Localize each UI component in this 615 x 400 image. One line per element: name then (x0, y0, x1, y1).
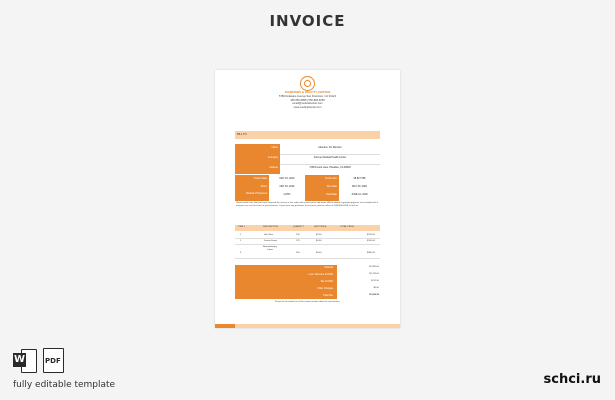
due-date-label: Due Date (326, 185, 337, 188)
invoice-note: Please make sure that you have received the invoice in the order with correct price and terms. All the details regarding payment are included with it and you can use the terms in your business. If you have any questions or concerns, please call us at (555)456-6548 or mail us. (236, 202, 379, 207)
address-line: 5789 Delaware Avenue San Francisco, CA 94124 (279, 95, 336, 98)
due-date-value: MAY 30, 2020 (352, 185, 367, 188)
paid-date-label: Paid Date (326, 193, 337, 196)
divider (280, 154, 380, 155)
word-file-icon (13, 348, 35, 372)
col-item: ITEM # (238, 226, 246, 228)
bill-company-label: Company (267, 156, 278, 159)
row-total: $750.00 (367, 234, 375, 236)
row-desc: Hair Wax (264, 234, 273, 236)
divider (235, 244, 380, 245)
row-qty: 150 (296, 234, 300, 236)
payment-method-label: Method of Payment (246, 192, 267, 195)
row-total: $700.00 (367, 240, 375, 242)
subtotal-label: Subtotal (324, 266, 333, 269)
footer-note: Please do not hesitate to call the contact number above for any concerns. (274, 301, 341, 303)
discount-label: Less: Discount 10.00% (308, 273, 333, 276)
company-name: DIAMONDS & BEAUTY CENTER (284, 90, 331, 94)
row-desc: Aromatherapy Lotion (263, 246, 277, 251)
invoice-date-value: MAY 15, 2020 (279, 177, 295, 180)
bill-name-value: Attention: FC Member (318, 146, 342, 149)
other-charges-label: Other Charges (317, 287, 333, 290)
email-line: email@medicalcenter.com (292, 102, 323, 105)
divider (235, 258, 380, 259)
word-letter: W (13, 354, 26, 365)
tax-label: Tax 10.00% (320, 280, 333, 283)
discount-value: $2,115.00 (369, 273, 379, 275)
subtotal-value: $2,350.00 (369, 266, 379, 268)
col-total-price: TOTAL PRICE (340, 226, 355, 228)
total-due-value: $2,326.50 (369, 294, 379, 296)
invoice-sheet (215, 70, 400, 328)
row-unit: $4.00 (316, 240, 322, 242)
brand-watermark: schci.ru (543, 372, 601, 387)
footer-bar (215, 324, 400, 328)
bill-name-label: Name (271, 146, 278, 149)
bill-address-label: Address (269, 166, 278, 169)
divider (280, 164, 380, 165)
col-quantity: QUANTITY (293, 226, 305, 228)
paid-date-value: JUNE 10, 2020 (351, 193, 368, 196)
invoice-no-label: Invoice No. (325, 177, 337, 180)
row-item: 1 (240, 234, 242, 236)
company-logo-icon (300, 76, 315, 91)
payment-method-value: CASH (283, 193, 291, 196)
tax-value: $211.50 (371, 280, 379, 282)
row-desc: Derma Drops (264, 240, 278, 242)
col-unit-price: UNIT PRICE (314, 226, 327, 228)
total-due-label: Total Due (322, 294, 333, 297)
bill-company-value: Forever Medical Health Center (313, 156, 347, 159)
row-qty: 175 (296, 240, 300, 242)
pdf-file-icon (43, 348, 64, 373)
invoice-date-label: Invoice Date (253, 177, 267, 180)
row-qty: 150 (296, 252, 300, 254)
terms-value: NET 30, 2020 (279, 185, 295, 188)
row-item: 2 (240, 240, 242, 242)
bill-to-header (235, 131, 380, 139)
row-item: 3 (240, 252, 242, 254)
bill-address-value: 1789 Forest Lane, Paradise, CA 90929 (309, 166, 351, 169)
editable-caption: fully editable template (13, 380, 116, 390)
bill-to-label: BILL TO: (237, 133, 248, 136)
other-charges-value: $0.00 (373, 287, 379, 289)
row-unit: $5.00 (316, 234, 322, 236)
divider (235, 238, 380, 239)
row-unit: $6.00 (316, 252, 322, 254)
items-header (235, 225, 380, 231)
invoice-no-value: 98 827 565 (353, 177, 366, 180)
row-total: $900.00 (367, 252, 375, 254)
phone-line: 455-556-5898 | 556-895-5659 (290, 98, 325, 102)
website-line: www.medicalcenter.com (293, 105, 322, 109)
pdf-label: PDF (45, 357, 61, 365)
col-description: DESCRIPTION (263, 226, 278, 228)
terms-label: Terms (260, 185, 267, 188)
page-title: INVOICE (269, 12, 346, 30)
